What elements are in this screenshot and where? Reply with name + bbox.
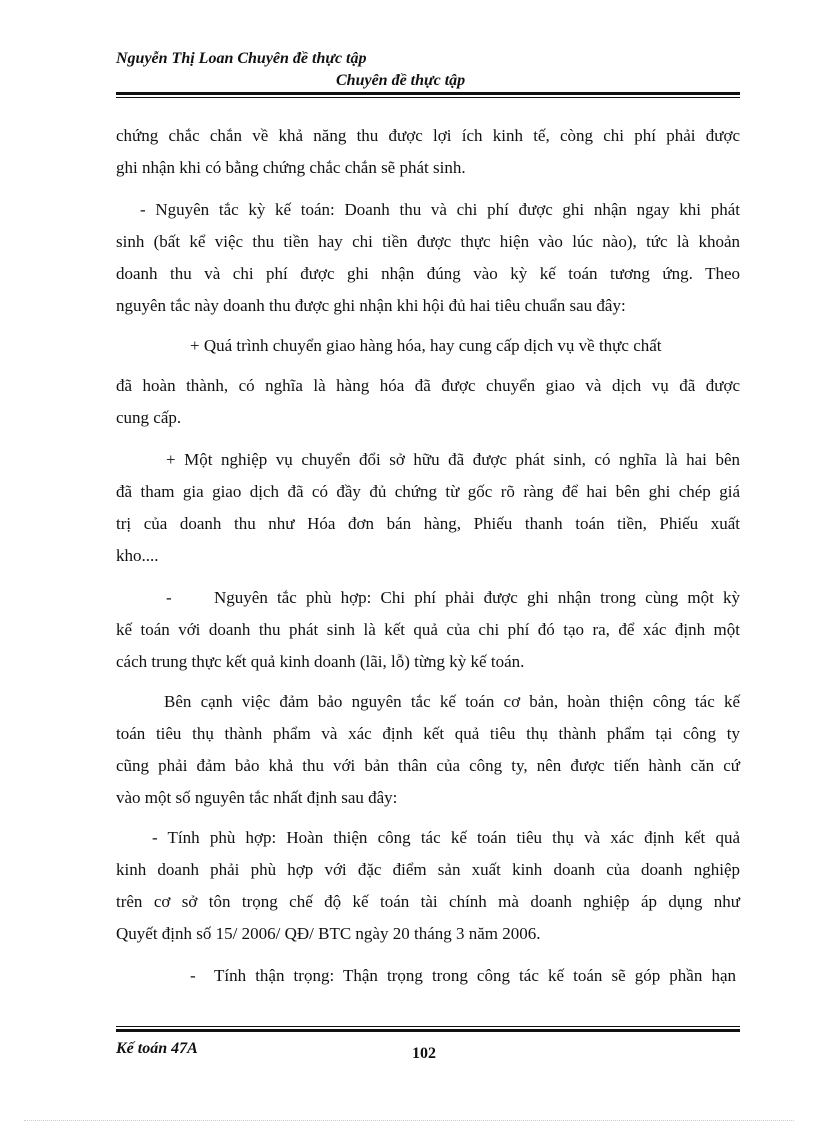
paragraph-ky-ke-toan <box>116 258 740 290</box>
paragraph-tinh-phu-hop <box>116 854 740 886</box>
paragraph-qua-trinh-end <box>116 402 740 434</box>
text-line: kinh doanh phải phù hợp với đặc điểm sản xuất kinh doanh của doanh nghiệp <box>116 860 740 879</box>
text-line: cung cấp. <box>116 408 182 427</box>
paragraph-nghiep-vu <box>116 508 740 540</box>
paragraph-continuation-end <box>116 152 740 184</box>
text-line: Quyết định số 15/ 2006/ QĐ/ BTC ngày 20 tháng 3 năm 2006. <box>116 924 541 943</box>
page-number: 102 <box>412 1045 436 1062</box>
text-line: đã hoàn thành, có nghĩa là hàng hóa đã được chuyển giao và dịch vụ đã được <box>116 376 740 395</box>
paragraph-qua-trinh <box>116 370 740 402</box>
text-line: Bên cạnh việc đảm bảo nguyên tắc kế toán cơ bản, hoàn thiện công tác kế <box>164 692 740 711</box>
text-line: nguyên tắc này doanh thu được ghi nhận khi hội đủ hai tiêu chuẩn sau đây: <box>116 296 626 315</box>
paragraph-ky-ke-toan-end <box>116 290 740 322</box>
text-line: cũng phải đảm bảo khả thu với bản thân của công ty, nên được tiến hành căn cứ <box>116 756 740 775</box>
text-line: kế toán với doanh thu phát sinh là kết quả của chi phí đó tạo ra, để xác định một <box>116 620 740 639</box>
footer-class-label: Kế toán 47A <box>116 1040 198 1057</box>
text-line: doanh thu và chi phí được ghi nhận đúng vào kỳ kế toán tương ứng. Theo <box>116 264 740 283</box>
paragraph-tinh-phu-hop-end <box>116 918 740 950</box>
list-dash: - <box>166 588 172 607</box>
footer-rule-thin <box>116 1026 740 1027</box>
text-line: - Nguyên tắc kỳ kế toán: Doanh thu và chi phí được ghi nhận ngay khi phát <box>140 200 740 219</box>
paragraph-ben-canh <box>116 718 740 750</box>
page-edge-dotted-line <box>24 1120 794 1121</box>
paragraph-phu-hop <box>116 614 740 646</box>
text-line: sinh (bất kể việc thu tiền hay chi tiền được thực hiện vào lúc nào), tức là khoản <box>116 232 740 251</box>
paragraph-nghiep-vu <box>116 476 740 508</box>
text-line: cách trung thực kết quả kinh doanh (lãi, lỗ) từng kỳ kế toán. <box>116 652 525 671</box>
text-line: + Một nghiệp vụ chuyển đổi sở hữu đã được phát sinh, có nghĩa là hai bên <box>166 450 740 469</box>
text-line: trên cơ sở tôn trọng chế độ kế toán tài chính mà doanh nghiệp áp dụng như <box>116 892 740 911</box>
header-author-title: Nguyễn Thị Loan Chuyên đề thực tập <box>116 50 367 67</box>
text-line: trị của doanh thu như Hóa đơn bán hàng, Phiếu thanh toán tiền, Phiếu xuất <box>116 514 740 533</box>
text-line: đã tham gia giao dịch đã có đầy đủ chứng từ gốc rõ ràng để hai bên ghi chép giá <box>116 482 740 501</box>
text-line: + Quá trình chuyển giao hàng hóa, hay cung cấp dịch vụ về thực chất <box>190 336 662 355</box>
paragraph-phu-hop-end <box>116 646 740 678</box>
text-line: Nguyên tắc phù hợp: Chi phí phải được ghi nhận trong cùng một kỳ <box>214 588 740 607</box>
paragraph-than-trong-first <box>214 960 736 992</box>
text-line: ghi nhận khi có bằng chứng chắc chắn sẽ phát sinh. <box>116 158 466 177</box>
text-line: chứng chắc chắn về khả năng thu được lợi ích kinh tế, còng chi phí phải được <box>116 126 740 145</box>
paragraph-continuation <box>116 120 740 152</box>
paragraph-tinh-phu-hop-first <box>152 822 740 854</box>
paragraph-ben-canh <box>116 750 740 782</box>
header-rule-thick <box>116 92 740 95</box>
paragraph-tinh-phu-hop <box>116 886 740 918</box>
paragraph-ben-canh-first <box>164 686 740 718</box>
paragraph-ky-ke-toan-first <box>140 194 740 226</box>
list-dash: - <box>190 966 196 985</box>
text-line: toán tiêu thụ thành phẩm và xác định kết quả tiêu thụ thành phẩm tại công ty <box>116 724 740 743</box>
paragraph-ky-ke-toan <box>116 226 740 258</box>
header-rule-thin <box>116 97 740 98</box>
paragraph-nghiep-vu-end <box>116 540 740 572</box>
paragraph-nghiep-vu-first <box>166 444 740 476</box>
footer-rule-thick <box>116 1029 740 1032</box>
text-line: Tính thận trọng: Thận trọng trong công tác kế toán sẽ góp phần hạn <box>214 966 736 985</box>
text-line: - Tính phù hợp: Hoàn thiện công tác kế toán tiêu thụ và xác định kết quả <box>152 828 740 847</box>
paragraph-ben-canh-end <box>116 782 740 814</box>
header-document-title: Chuyên đề thực tập <box>336 72 466 89</box>
paragraph-qua-trinh-first <box>190 330 740 362</box>
text-line: kho.... <box>116 546 159 565</box>
paragraph-phu-hop-first <box>214 582 740 614</box>
text-line: vào một số nguyên tắc nhất định sau đây: <box>116 788 398 807</box>
